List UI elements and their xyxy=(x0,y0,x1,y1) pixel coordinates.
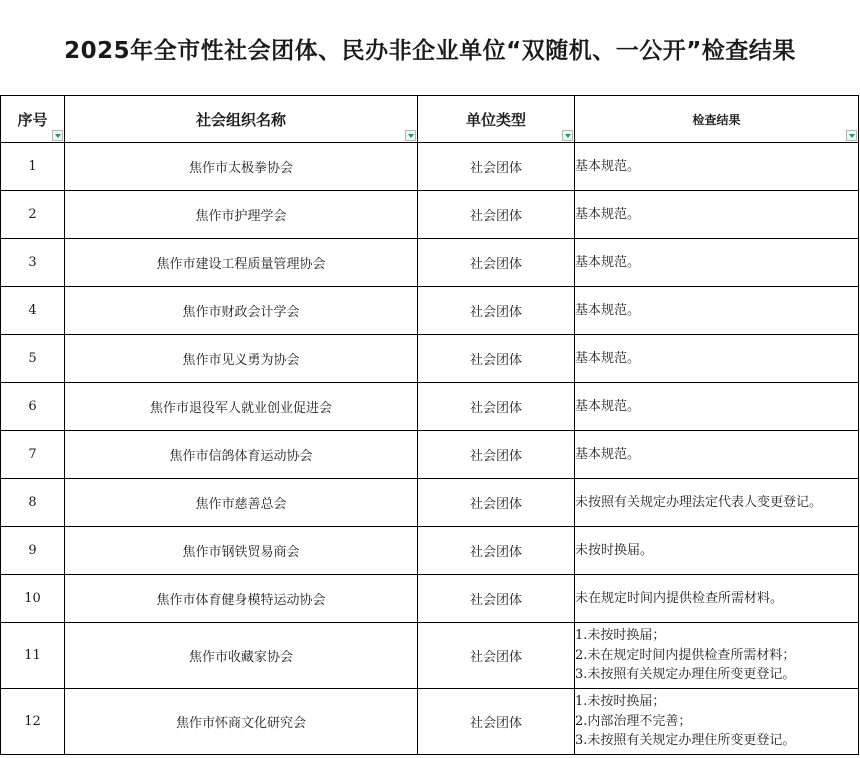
result-line: 2.内部治理不完善； xyxy=(575,713,692,729)
cell-result[interactable] xyxy=(575,623,859,689)
header-type-label: 单位类型 xyxy=(465,110,526,129)
cell-org-type[interactable]: 社会团体 xyxy=(418,335,575,383)
cell-result[interactable] xyxy=(575,527,859,575)
table-row xyxy=(1,143,859,191)
result-line: 1.未按时换届； xyxy=(575,694,666,710)
cell-index[interactable]: 10 xyxy=(1,575,65,623)
cell-result[interactable] xyxy=(575,431,859,479)
cell-org-type[interactable]: 社会团体 xyxy=(418,527,575,575)
result-line: 基本规范。 xyxy=(575,302,641,318)
cell-result[interactable] xyxy=(575,479,859,527)
cell-org-name[interactable]: 焦作市怀商文化研究会 xyxy=(65,689,418,755)
cell-org-name[interactable]: 焦作市建设工程质量管理协会 xyxy=(65,239,418,287)
cell-org-type[interactable]: 社会团体 xyxy=(418,431,575,479)
filter-dropdown-icon[interactable] xyxy=(562,130,573,141)
cell-org-type[interactable]: 社会团体 xyxy=(418,479,575,527)
header-index xyxy=(1,96,65,143)
cell-index[interactable]: 7 xyxy=(1,431,65,479)
cell-result[interactable] xyxy=(575,575,859,623)
cell-index[interactable]: 3 xyxy=(1,239,65,287)
table-row xyxy=(1,287,859,335)
header-index-label: 序号 xyxy=(17,110,48,129)
result-line: 未按照有关规定办理法定代表人变更登记。 xyxy=(575,494,823,510)
cell-index[interactable]: 5 xyxy=(1,335,65,383)
result-line: 3.未按照有关规定办理住所变更登记。 xyxy=(575,667,796,683)
inspection-results-table xyxy=(0,95,859,755)
document-title: 2025年全市性社会团体、民办非企业单位“双随机、一公开”检查结果 xyxy=(64,37,796,64)
filter-dropdown-icon[interactable] xyxy=(52,130,63,141)
cell-index[interactable]: 2 xyxy=(1,191,65,239)
table-row xyxy=(1,239,859,287)
filter-dropdown-icon[interactable] xyxy=(405,130,416,141)
cell-index[interactable]: 1 xyxy=(1,143,65,191)
cell-index[interactable]: 8 xyxy=(1,479,65,527)
cell-org-type[interactable]: 社会团体 xyxy=(418,383,575,431)
table-row xyxy=(1,689,859,755)
cell-org-name[interactable]: 焦作市慈善总会 xyxy=(65,479,418,527)
result-line: 基本规范。 xyxy=(575,206,641,222)
cell-org-type[interactable]: 社会团体 xyxy=(418,575,575,623)
cell-org-name[interactable]: 焦作市护理学会 xyxy=(65,191,418,239)
cell-org-type[interactable]: 社会团体 xyxy=(418,623,575,689)
header-name-label: 社会组织名称 xyxy=(195,110,286,129)
header-name xyxy=(65,96,418,143)
table-row xyxy=(1,431,859,479)
table-row xyxy=(1,479,859,527)
cell-org-type[interactable]: 社会团体 xyxy=(418,191,575,239)
header-row xyxy=(1,96,859,143)
cell-org-name[interactable]: 焦作市体育健身模特运动协会 xyxy=(65,575,418,623)
result-line: 未按时换届。 xyxy=(575,542,654,558)
table-body xyxy=(1,143,859,755)
result-line: 基本规范。 xyxy=(575,350,641,366)
cell-result[interactable] xyxy=(575,689,859,755)
cell-result[interactable] xyxy=(575,143,859,191)
result-line: 基本规范。 xyxy=(575,398,641,414)
result-line: 3.未按照有关规定办理住所变更登记。 xyxy=(575,733,796,749)
cell-index[interactable]: 6 xyxy=(1,383,65,431)
result-line: 基本规范。 xyxy=(575,254,641,270)
table-row xyxy=(1,527,859,575)
result-line: 1.未按时换届； xyxy=(575,628,666,644)
cell-org-name[interactable]: 焦作市财政会计学会 xyxy=(65,287,418,335)
cell-org-name[interactable]: 焦作市收藏家协会 xyxy=(65,623,418,689)
table-row xyxy=(1,623,859,689)
cell-org-name[interactable]: 焦作市太极拳协会 xyxy=(65,143,418,191)
cell-result[interactable] xyxy=(575,335,859,383)
header-result-label: 检查结果 xyxy=(692,112,741,127)
cell-result[interactable] xyxy=(575,191,859,239)
table-row xyxy=(1,191,859,239)
cell-result[interactable] xyxy=(575,383,859,431)
cell-org-type[interactable]: 社会团体 xyxy=(418,287,575,335)
table-row xyxy=(1,575,859,623)
result-line: 基本规范。 xyxy=(575,446,641,462)
cell-org-type[interactable]: 社会团体 xyxy=(418,143,575,191)
cell-org-type[interactable]: 社会团体 xyxy=(418,239,575,287)
cell-org-name[interactable]: 焦作市退役军人就业创业促进会 xyxy=(65,383,418,431)
result-line: 基本规范。 xyxy=(575,158,641,174)
result-line: 2.未在规定时间内提供检查所需材料； xyxy=(575,647,796,663)
header-result xyxy=(575,96,859,143)
table-row xyxy=(1,383,859,431)
cell-index[interactable]: 9 xyxy=(1,527,65,575)
cell-result[interactable] xyxy=(575,287,859,335)
cell-org-name[interactable]: 焦作市信鸽体育运动协会 xyxy=(65,431,418,479)
cell-result[interactable] xyxy=(575,239,859,287)
cell-index[interactable]: 4 xyxy=(1,287,65,335)
filter-dropdown-icon[interactable] xyxy=(846,130,857,141)
cell-index[interactable]: 11 xyxy=(1,623,65,689)
cell-org-name[interactable]: 焦作市见义勇为协会 xyxy=(65,335,418,383)
result-line: 未在规定时间内提供检查所需材料。 xyxy=(575,590,784,606)
cell-org-type[interactable]: 社会团体 xyxy=(418,689,575,755)
header-type xyxy=(418,96,575,143)
table-row xyxy=(1,335,859,383)
cell-index[interactable]: 12 xyxy=(1,689,65,755)
cell-org-name[interactable]: 焦作市钢铁贸易商会 xyxy=(65,527,418,575)
